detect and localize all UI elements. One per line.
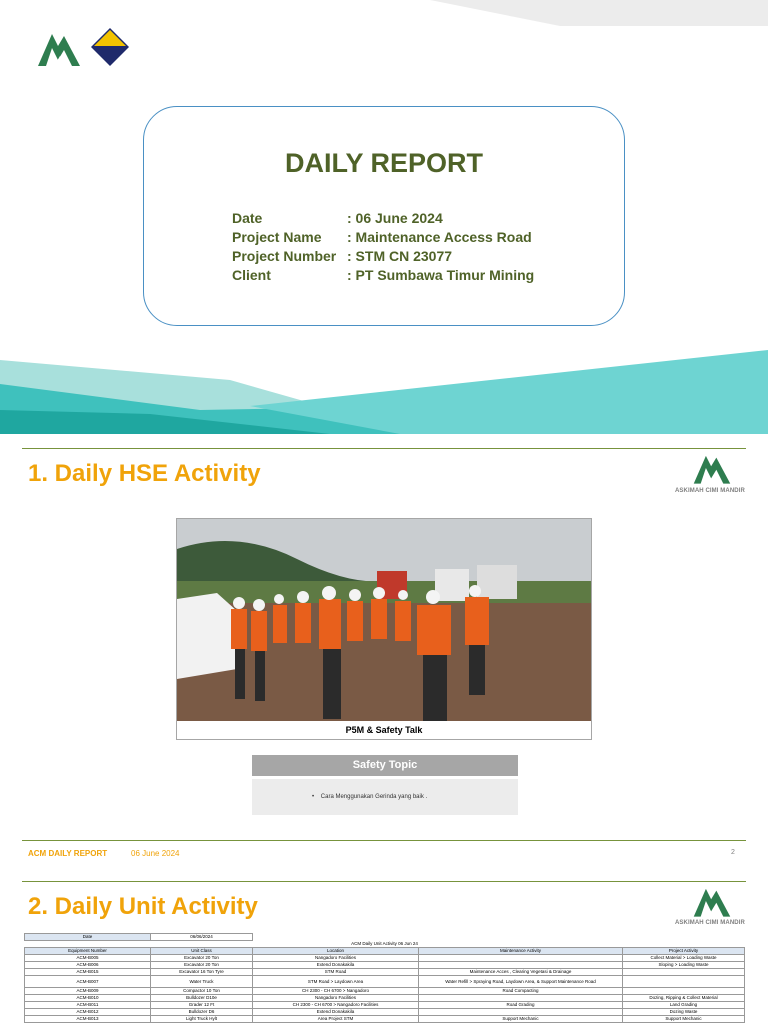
- section-title-hse: 1. Daily HSE Activity: [28, 460, 261, 487]
- section-divider: [22, 448, 746, 449]
- info-label: Project Number: [232, 248, 337, 264]
- col-header: Location: [253, 948, 419, 955]
- safety-talk-photo: [176, 518, 592, 740]
- logo-caption: ASKIMAH CIMI MANDIR: [675, 920, 745, 926]
- table-title: ACM Daily Unit Activity 06 Jun 24: [351, 941, 418, 947]
- table-row: ACM-B013 Light Truck Hylt Area Project STM Support Mechanic Support Mechanic: [25, 1016, 745, 1023]
- cover-page: [0, 0, 768, 434]
- page-number: 2: [731, 849, 735, 856]
- info-value: : 06 June 2024: [347, 210, 443, 226]
- safety-topic-item: • Cara Menggunakan Gerinda yang baik .: [312, 794, 428, 800]
- acm-logo-icon: [36, 28, 82, 68]
- table-title-row: [25, 941, 745, 948]
- date-label-cell: Date: [25, 934, 151, 941]
- table-row: ACM-B009 Compactor 10 Ton CH 2300 - CH 6700 > Nangadoro Road Compacting: [25, 988, 745, 995]
- info-value: : PT Sumbawa Timur Mining: [347, 267, 535, 283]
- info-row-date: [232, 210, 443, 229]
- acm-logo-icon: [692, 449, 732, 487]
- info-row-client: [232, 267, 534, 286]
- section-title-unit: 2. Daily Unit Activity: [28, 893, 258, 920]
- unit-activity-table: [24, 933, 745, 1023]
- teal-wave-banner: [0, 340, 768, 434]
- table-date-row: [25, 934, 745, 941]
- info-value: : Maintenance Access Road: [347, 229, 532, 245]
- safety-topic-body: [252, 779, 518, 815]
- safety-talk-image: [177, 519, 591, 721]
- footer-date: 06 June 2024: [131, 849, 180, 858]
- info-value: : STM CN 23077: [347, 248, 453, 264]
- col-header: Project Activity: [623, 948, 745, 955]
- col-header: Maintenance Activity: [419, 948, 623, 955]
- logo-caption: ASKIMAH CIMI MANDIR: [675, 488, 745, 494]
- section-divider: [22, 881, 746, 882]
- info-label: Date: [232, 210, 263, 226]
- footer-divider: [22, 840, 746, 841]
- safety-topic-header: Safety Topic: [252, 755, 518, 776]
- table-row: ACM-B015 Excavator 16 Ton Tyre STM Road Maintenance Acces , Clearing Vegetasi & Drainage: [25, 969, 745, 976]
- col-header: Equipment Number: [25, 948, 151, 955]
- table-row: ACM-B010 Bulldozer D10e Nangadoro Facilities Dozing, Ripping & Collect Material: [25, 995, 745, 1002]
- table-header-row: [25, 948, 745, 955]
- date-value-cell: 06/06/2024: [151, 934, 253, 941]
- info-label: Project Name: [232, 229, 322, 245]
- info-label: Client: [232, 267, 271, 283]
- acm-logo-icon: [692, 882, 732, 920]
- table-row: ACM-B011 Grader 12 Ft CH 2300 - CH 6700 > Nangadoro Facilities Road Grading Land Grading: [25, 1002, 745, 1009]
- info-row-project-name: [232, 229, 532, 248]
- table-row: ACM-B007 Water Truck STM Road > Laydown Area Water Refill > Spraying Road, Laydown Area, & Support Maintenance Road: [25, 976, 745, 988]
- table-row: ACM-B006 Excavator 20 Ton Extend Donakakila Sloping > Loading Waste: [25, 962, 745, 969]
- info-row-project-number: [232, 248, 452, 267]
- table-row: ACM-B005 Excavator 20 Ton Nangadoro Facilities Collect Material > Loading Waste: [25, 955, 745, 962]
- bullet-icon: •: [312, 794, 321, 800]
- footer-report-label: ACM DAILY REPORT: [28, 849, 108, 858]
- report-title: DAILY REPORT: [284, 148, 484, 178]
- photo-caption: P5M & Safety Talk: [345, 725, 423, 735]
- col-header: Unit Class: [151, 948, 253, 955]
- partner-logo-icon: [89, 26, 131, 68]
- table-row: ACM-B012 Bulldozer D6 Extend Donakakila Dozing Waste: [25, 1009, 745, 1016]
